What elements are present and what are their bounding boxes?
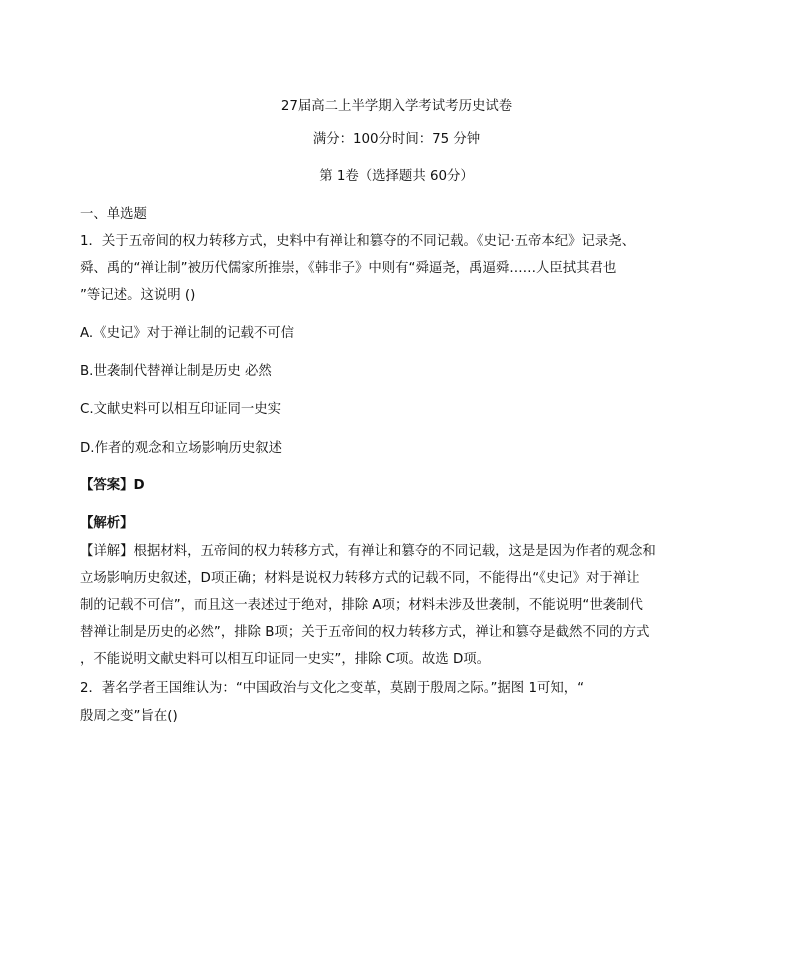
question-1-stem-line-1: 1．关于五帝间的权力转移方式，史料中有禅让和篡夺的不同记载。《史记·五帝本纪》记录尧、 xyxy=(80,234,636,249)
question-1-analysis-line-1: 【详解】根据材料，五帝间的权力转移方式，有禅让和篡夺的不同记载，这是是因为作者的观念和 xyxy=(80,544,656,559)
question-1-option-a: A.《史记》对于禅让制的记载不可信 xyxy=(80,326,295,341)
section-heading: 一、单选题 xyxy=(80,207,147,222)
score-time-info: 满分：100分时间：75 分钟 xyxy=(312,132,481,147)
question-1-option-c: C.文献史料可以相互印证同一史实 xyxy=(80,402,282,417)
question-1-option-d: D.作者的观念和立场影响历史叙述 xyxy=(80,441,283,456)
question-1-stem-line-3: ”等记述。这说明 () xyxy=(80,288,196,303)
question-1-analysis-line-2: 立场影响历史叙述，D项正确；材料是说权力转移方式的记载不同，不能得出“《史记》对于禅让 xyxy=(80,571,640,586)
exam-title: 27届高二上半学期入学考试考历史试卷 xyxy=(280,99,513,114)
question-2-stem-line-1: 2．著名学者王国维认为：“中国政治与文化之变革，莫剧于殷周之际。”据图 1可知，“ xyxy=(80,681,585,696)
question-1-analysis-line-5: ，不能说明文献史料可以相互印证同一史实”，排除 C项。故选 D项。 xyxy=(80,652,491,667)
question-1-analysis-line-4: 替禅让制是历史的必然”，排除 B项；关于五帝间的权力转移方式，禅让和篡夺是截然不同的方式 xyxy=(80,625,650,640)
question-1-stem-line-2: 舜、禹的“禅让制”被历代儒家所推崇，《韩非子》中则有“舜逼尧，禹逼舜……人臣拭其君也 xyxy=(80,261,617,276)
question-1-analysis-label: 【解析】 xyxy=(80,516,134,531)
question-1-answer: 【答案】D xyxy=(80,478,145,493)
question-1-option-b: B.世袭制代替禅让制是历史 必然 xyxy=(80,364,272,379)
question-1-analysis-line-3: 制的记载不可信”，而且这一表述过于绝对，排除 A项；材料未涉及世袭制，不能说明“世袭制代 xyxy=(80,598,643,613)
volume-heading: 第 1卷（选择题共 60分） xyxy=(319,169,474,184)
question-2-stem-line-2: 殷周之变”旨在() xyxy=(80,709,178,724)
